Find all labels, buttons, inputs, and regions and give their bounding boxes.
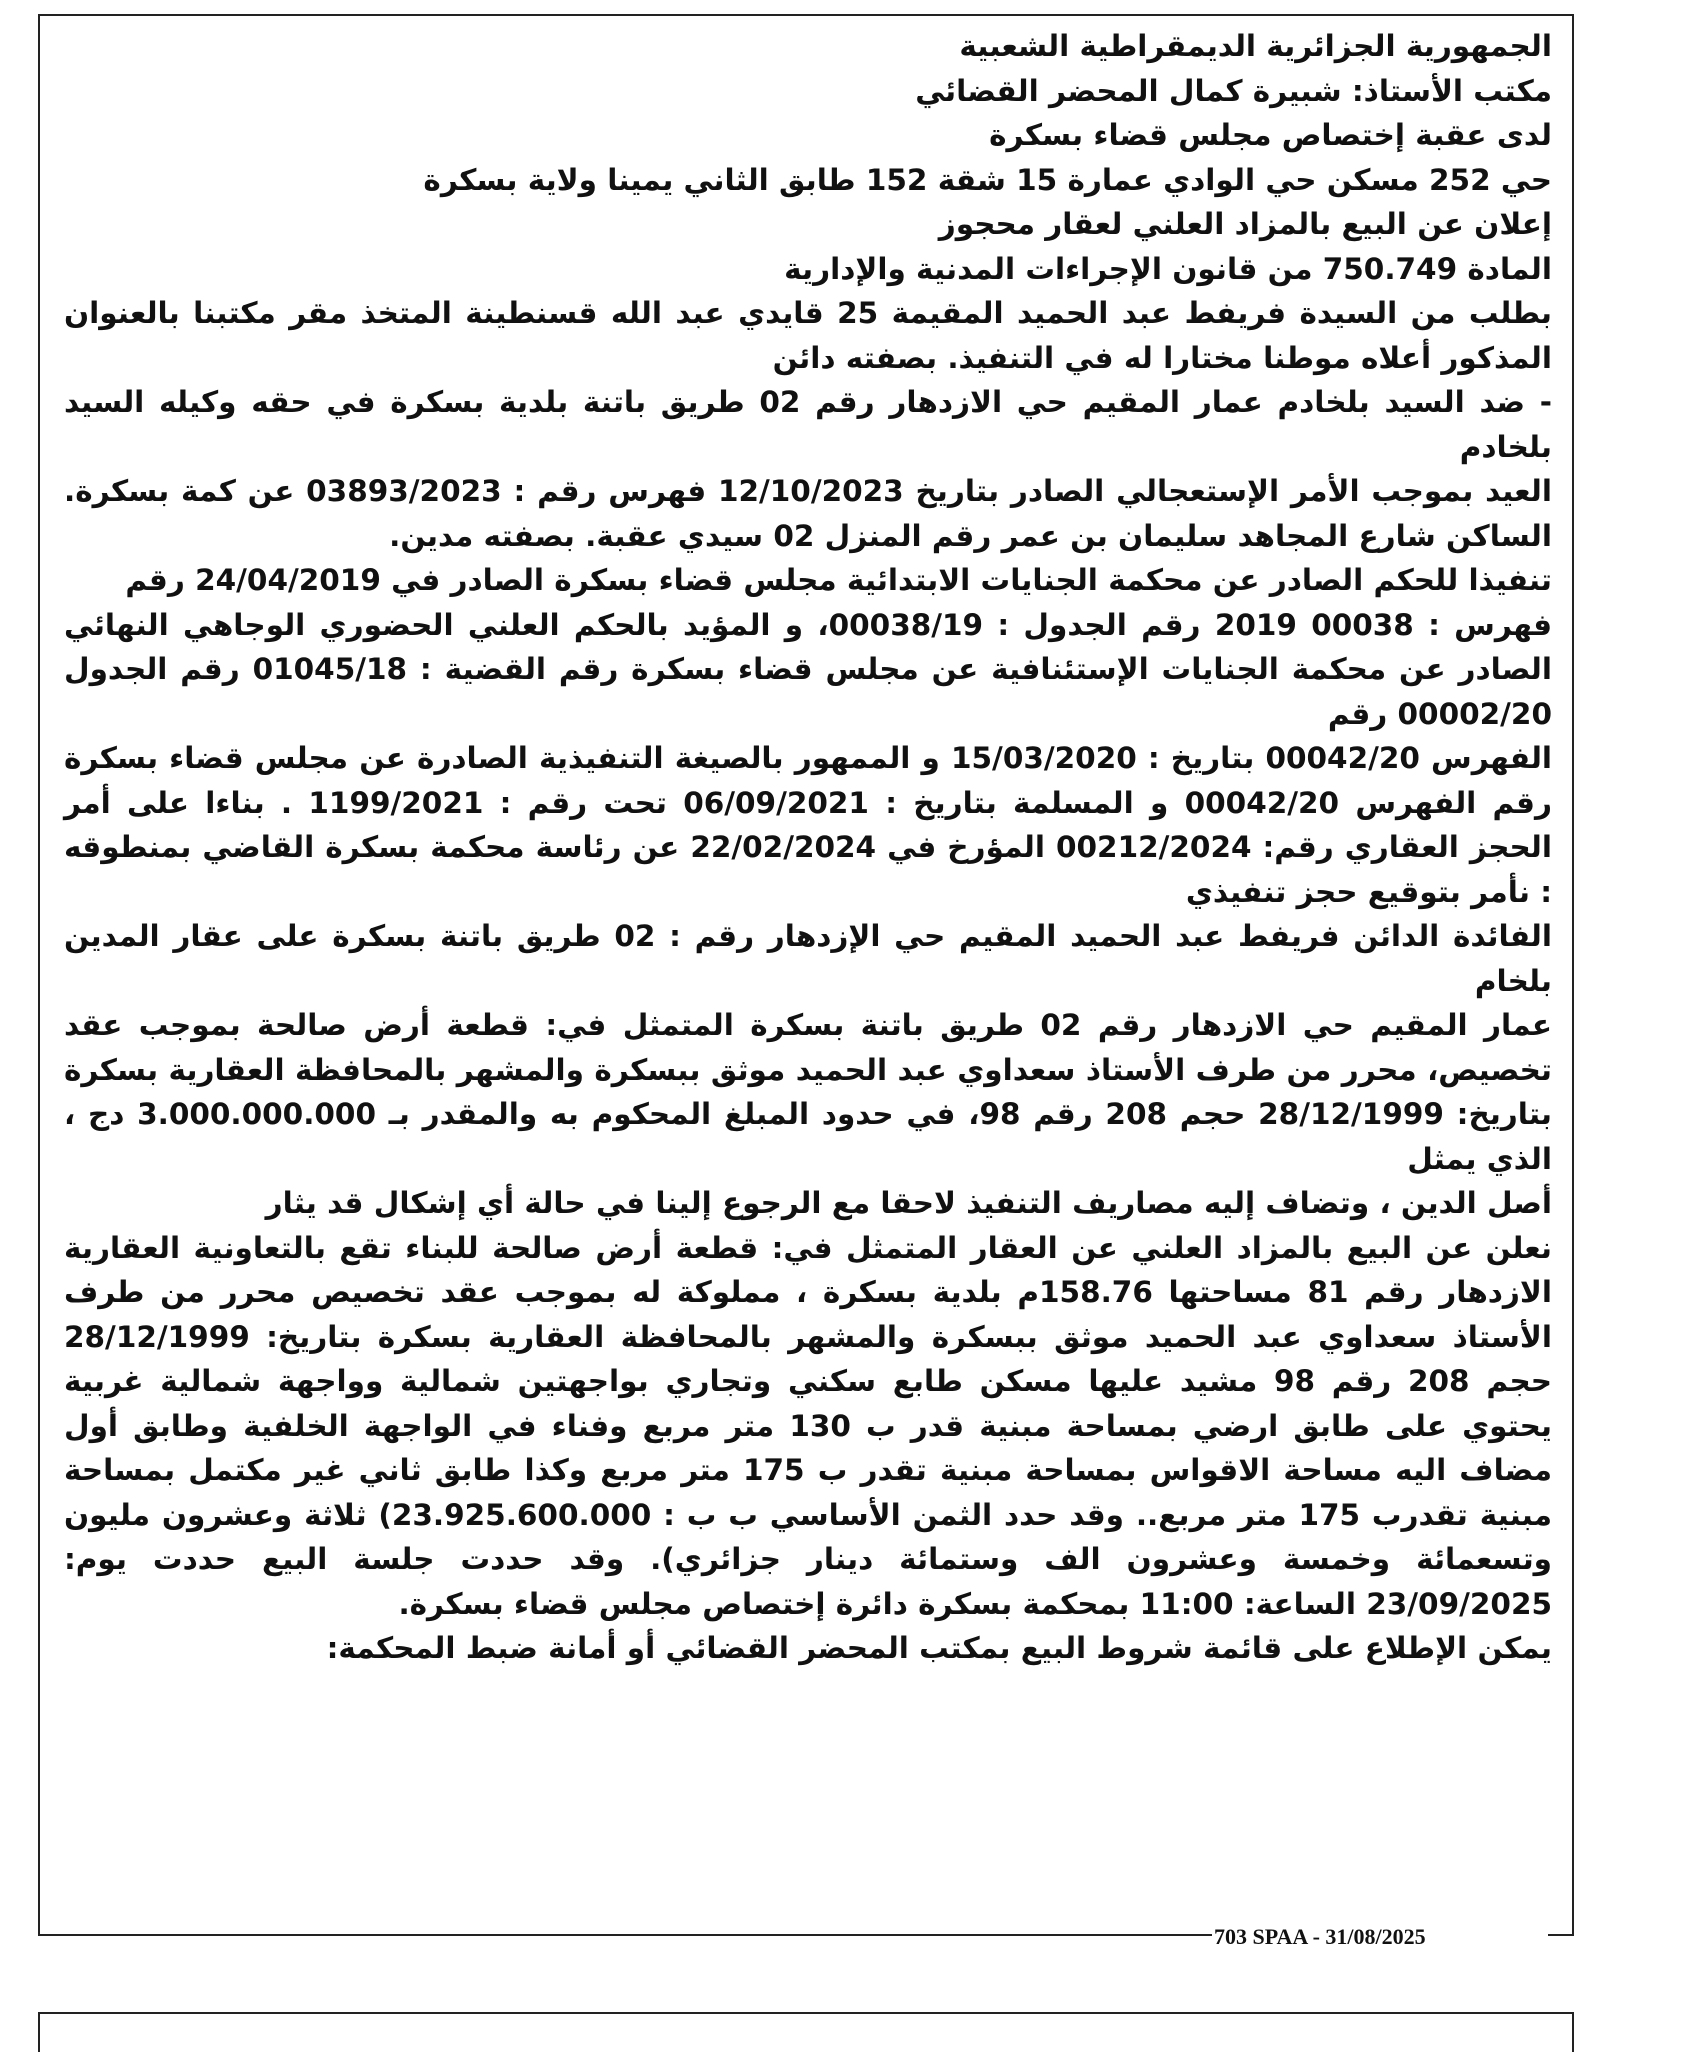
notice-header-country: الجمهورية الجزائرية الديمقراطية الشعبية — [959, 29, 1552, 63]
legal-notice-frame — [38, 14, 1574, 1936]
notice-body — [64, 24, 1552, 1671]
notice-header-jurisdiction: لدى عقبة إختصاص مجلس قضاء بسكرة — [989, 118, 1552, 152]
publication-reference: 703 SPAA - 31/08/2025 — [1212, 1922, 1548, 1952]
notice-paragraph-conditions: يمكن الإطلاع على قائمة شروط البيع بمكتب المحضر القضائي أو أمانة ضبط المحكمة: — [326, 1631, 1552, 1665]
next-notice-frame — [38, 2012, 1574, 2052]
notice-paragraph-property: عمار المقيم حي الازدهار رقم 02 طريق باتنة بسكرة المتمثل في: قطعة أرض صالحة بموجب عقد تخصيص، محرر من طرف الأستاذ سعداوي عبد الحميد موثق ببسكرة والمشهر بالمحافظة العقارية بسكرة بتاريخ: 28/12/1999 حجم 208 رقم 98، في حدود المبلغ المحكوم به والمقدر بـ 3.000.000.000 دج ، الذي يمثل — [64, 1008, 1553, 1176]
notice-paragraph-benefit: الفائدة الدائن فريفط عبد الحميد المقيم حي الإزدهار رقم : 02 طريق باتنة بسكرة على عقار المدين بلخام — [64, 919, 1552, 998]
notice-paragraph-index: فهرس : 00038 2019 رقم الجدول : 00038/19، و المؤيد بالحكم العلني الحضوري الوجاهي النهائي الصادر عن محكمة الجنايات الإستئنافية عن مجلس قضاء بسكرة رقم القضية : 01045/18 رقم الجدول 00002/20 رقم — [64, 607, 1553, 731]
notice-title: إعلان عن البيع بالمزاد العلني لعقار محجوز — [938, 207, 1552, 241]
notice-paragraph-creditor: بطلب من السيدة فريفط عبد الحميد المقيمة 25 قايدي عبد الله قسنطينة المتخذ مقر مكتبنا بالعنوان المذكور أعلاه موطنا مختارا له في التنفيذ. بصفته دائن — [64, 296, 1552, 375]
notice-header-address: حي 252 مسكن حي الوادي عمارة 15 شقة 152 طابق الثاني يمينا ولاية بسكرة — [423, 162, 1552, 197]
notice-paragraph-order: العيد بموجب الأمر الإستعجالي الصادر بتاريخ 12/10/2023 فهرس رقم : 03893/2023 عن كمة بسكرة. الساكن شارع المجاهد سليمان بن عمر رقم المنزل 02 سيدي عقبة. بصفته مدين. — [64, 474, 1552, 553]
notice-paragraph-debtor: - ضد السيد بلخادم عمار المقيم حي الازدهار رقم 02 طريق باتنة بلدية بسكرة في حقه وكيله السيد بلخادم — [64, 385, 1553, 464]
notice-legal-article: المادة 750.749 من قانون الإجراءات المدنية والإدارية — [784, 251, 1552, 286]
notice-paragraph-debt: أصل الدين ، وتضاف إليه مصاريف التنفيذ لاحقا مع الرجوع إلينا في حالة أي إشكال قد يثار — [265, 1186, 1552, 1220]
notice-paragraph-sale: نعلن عن البيع بالمزاد العلني عن العقار المتمثل في: قطعة أرض صالحة للبناء تقع بالتعاونية العقارية الازدهار رقم 81 مساحتها 158.76م بلدية بسكرة ، مملوكة له بموجب عقد تخصيص محرر من طرف الأستاذ سعداوي عبد الحميد موثق ببسكرة والمشهر بالمحافظة العقارية بسكرة بتاريخ: 28/12/1999 حجم 208 رقم 98 مشيد عليها مسكن طابع سكني وتجاري بواجهتين شمالية وواجهة شمالية غربية يحتوي على طابق ارضي بمساحة مبنية قدر ب 130 متر مربع وفناء في الواجهة الخلفية وطابق أول مضاف اليه مساحة الاقواس بمساحة مبنية تقدر ب 175 متر مربع وكذا طابق ثاني غير مكتمل بمساحة مبنية تقدرب 175 متر مربع.. وقد حدد الثمن الأساسي ب ب : 23.925.600.000) ثلاثة وعشرون مليون وتسعمائة وخمسة وعشرون الف وستمائة دينار جزائري). وقد حددت جلسة البيع حددت يوم: 23/09/2025 الساعة: 11:00 بمحكمة بسكرة دائرة إختصاص مجلس قضاء بسكرة. — [64, 1230, 1552, 1621]
notice-paragraph-seizure: الفهرس 00042/20 بتاريخ : 15/03/2020 و الممهور بالصيغة التنفيذية الصادرة عن مجلس قضاء بسكرة رقم الفهرس 00042/20 و المسلمة بتاريخ : 06/09/2021 تحت رقم : 1199/2021 . بناءا على أمر الحجز العقاري رقم: 00212/2024 المؤرخ في 22/02/2024 عن رئاسة محكمة بسكرة القاضي بمنطوقه : نأمر بتوقيع حجز تنفيذي — [64, 741, 1553, 909]
notice-header-office: مكتب الأستاذ: شبيرة كمال المحضر القضائي — [915, 73, 1552, 108]
notice-paragraph-judgment: تنفيذا للحكم الصادر عن محكمة الجنايات الابتدائية مجلس قضاء بسكرة الصادر في 24/04/2019 رقم — [125, 563, 1552, 597]
